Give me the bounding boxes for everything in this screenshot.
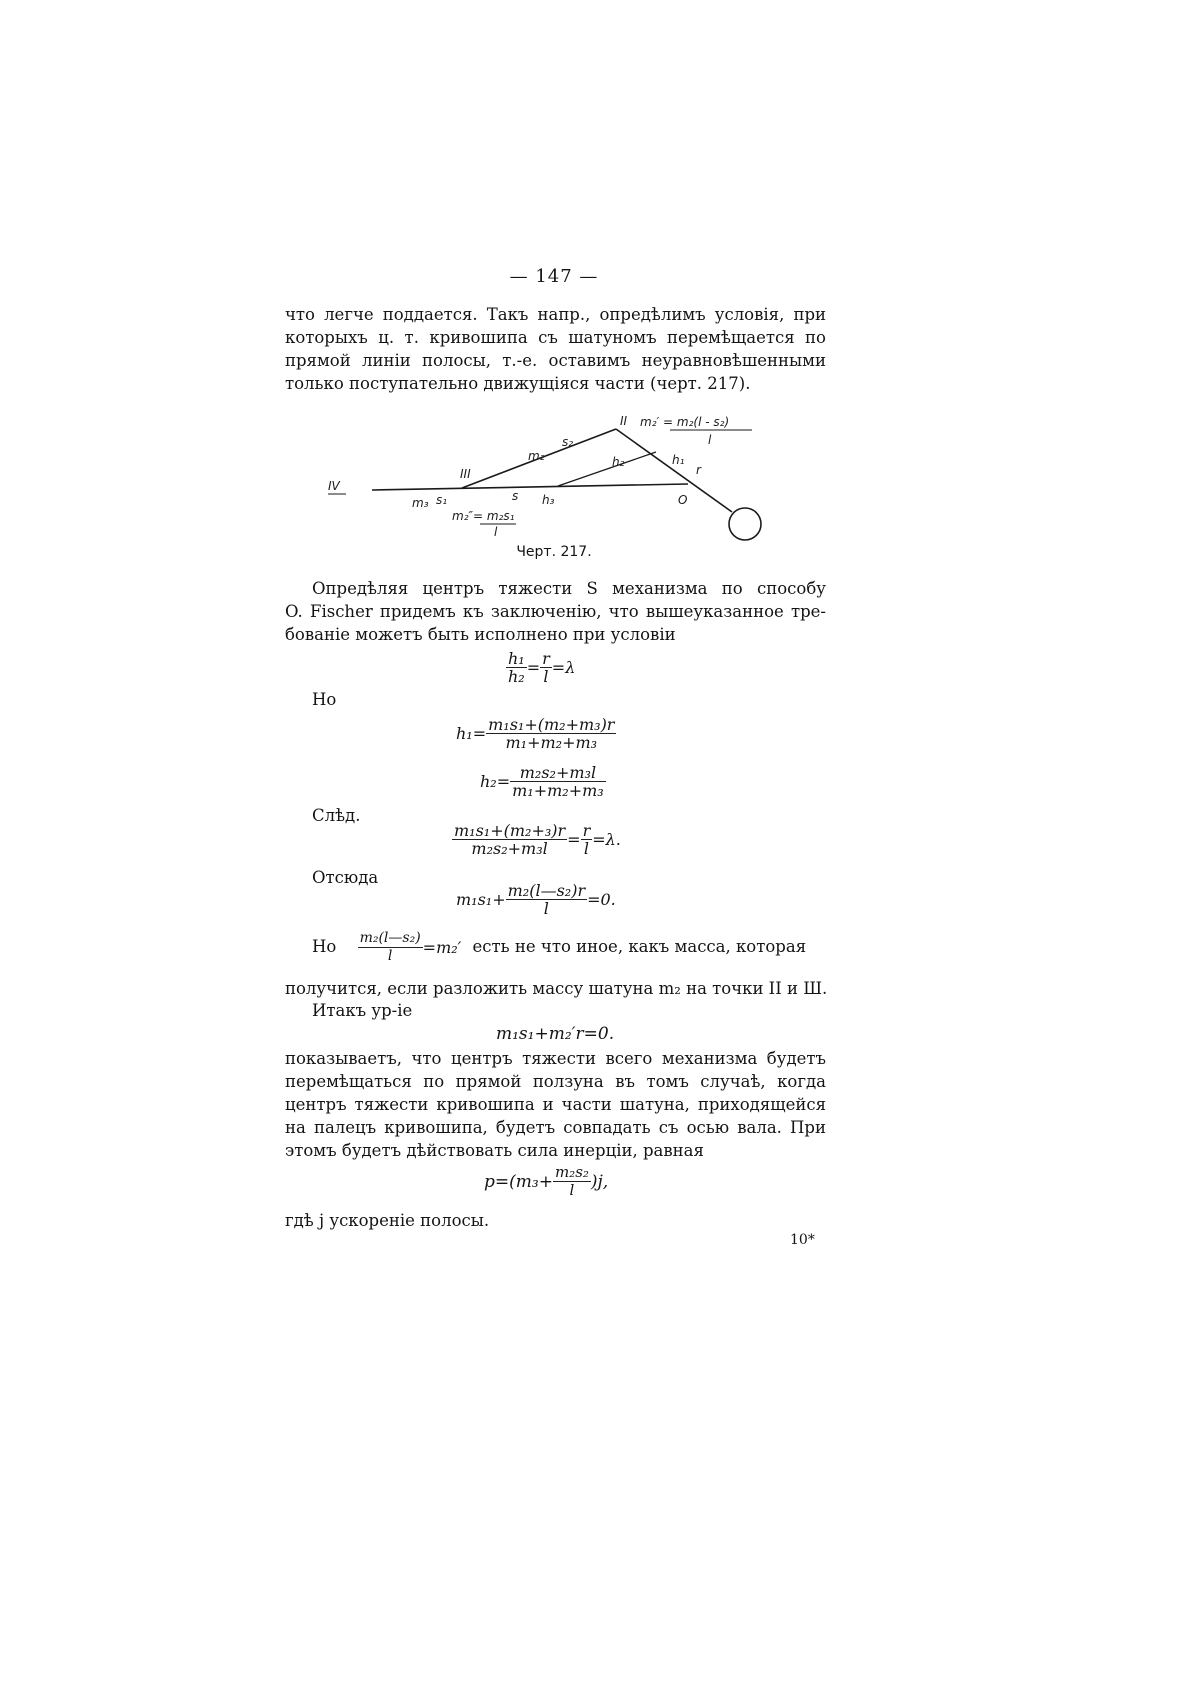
equation-inertia: p=(m₃+ $\frac{\text{m₂s₂}}{l}$ )j, xyxy=(484,1163,609,1199)
fischer-paragraph xyxy=(0,578,1108,648)
text-line: бованіе можетъ быть исполнено при условіи xyxy=(285,625,676,644)
label-m2-prime-den: l xyxy=(708,433,712,447)
equation-h2: h₂= $\frac{\text{m₂s₂+m₃l}}{\text{m₁+m₂+m₃}}$ xyxy=(480,763,604,800)
label-m2-prime: m₂′ = m₂(l - s₂) xyxy=(640,415,730,429)
text-line: Опредѣляя центръ тяжести S механизма по способу xyxy=(312,579,826,598)
label-r: r xyxy=(696,463,701,477)
final-line: гдѣ j ускореніе полосы. xyxy=(285,1211,490,1230)
equation-combined: $\frac{\text{m₁s₁+(m₂+₃)r}}{\text{m₂s₂+m₃l}}$ = $\frac{r}{l}$ =λ. xyxy=(454,821,621,858)
label-o: O xyxy=(678,493,688,507)
equation-balance: m₁s₁+m₂′r=0. xyxy=(496,1024,615,1044)
conclusion-paragraph xyxy=(0,1048,1108,1168)
crank-line xyxy=(616,429,732,512)
label-iv: IV xyxy=(328,479,340,493)
label-sled: Слѣд. xyxy=(312,806,361,825)
text-line: показываетъ, что центръ тяжести всего механизма будетъ xyxy=(285,1049,826,1068)
text-line: которыхъ ц. т. кривошипа съ шатуномъ перемѣщается по xyxy=(285,328,826,347)
label-s: s xyxy=(512,489,519,503)
label-s2: s₂ xyxy=(562,435,574,449)
mass-definition-line: Но $\frac{\text{m₂(l—s₂)}}{l}$ =m₂′ есть не что иное, какъ масса, которая xyxy=(312,930,807,964)
equation-zero: m₁s₁+ $\frac{\text{m₂(l—s₂)r}}{l}$ =0. xyxy=(456,881,616,918)
label-m2-double-prime-den: l xyxy=(494,525,498,539)
label-m3: m₃ xyxy=(412,496,429,510)
text-line: перемѣщаться по прямой ползуна въ томъ случаѣ, когда xyxy=(285,1072,826,1091)
text-line: прямой линіи полосы, т.-е. оставимъ неуравновѣшенными xyxy=(285,351,826,370)
page-number: — 147 — xyxy=(509,266,599,287)
text-line: центръ тяжести кривошипа и части шатуна, приходящейся xyxy=(285,1095,826,1114)
intro-paragraph xyxy=(0,300,1108,400)
label-h3: h₃ xyxy=(542,493,555,507)
signature-mark: 10* xyxy=(790,1232,815,1248)
mechanism-diagram xyxy=(320,400,780,545)
label-iii: III xyxy=(460,467,471,481)
label-h1: h₁ xyxy=(672,453,685,467)
label-no: Но xyxy=(312,690,337,709)
text-line: что легче поддается. Такъ напр., опредѣлимъ условія, при xyxy=(285,305,826,324)
text-line: получится, если разложить массу шатуна m₂ на точки II и Ш. xyxy=(285,979,828,998)
text-line: на палецъ кривошипа, будетъ совпадать съ осью вала. При xyxy=(285,1118,826,1137)
label-itak: Итакъ ур-іе xyxy=(312,1001,413,1020)
label-ii: II xyxy=(620,414,628,428)
figure-caption: Черт. 217. xyxy=(516,544,592,560)
label-m2-double-prime: m₂″= m₂s₁ xyxy=(452,509,515,523)
text-line: этомъ будетъ дѣйствовать сила инерціи, равная xyxy=(285,1141,704,1160)
equation-h1: h₁= $\frac{\text{m₁s₁+(m₂+m₃)r}}{\text{m₁+m₂+m₃}}$ xyxy=(456,715,615,752)
shaft-circle xyxy=(729,508,761,540)
label-m2: m₂ xyxy=(528,449,545,463)
h2-line xyxy=(558,452,656,486)
text-line: только поступательно движущіяся части (черт. 217). xyxy=(285,374,751,393)
label-h2: h₂ xyxy=(612,455,625,469)
label-s1: s₁ xyxy=(436,493,448,507)
equation-ratio: $\frac{\text{h₁}}{\text{h₂}}$ = $\frac{r}{l}$ =λ xyxy=(508,649,576,686)
label-otsyuda: Отсюда xyxy=(312,868,379,887)
slider-line xyxy=(372,484,688,490)
text-line: O. Fischer придемъ къ заключенію, что вышеуказанное тре- xyxy=(285,602,826,621)
